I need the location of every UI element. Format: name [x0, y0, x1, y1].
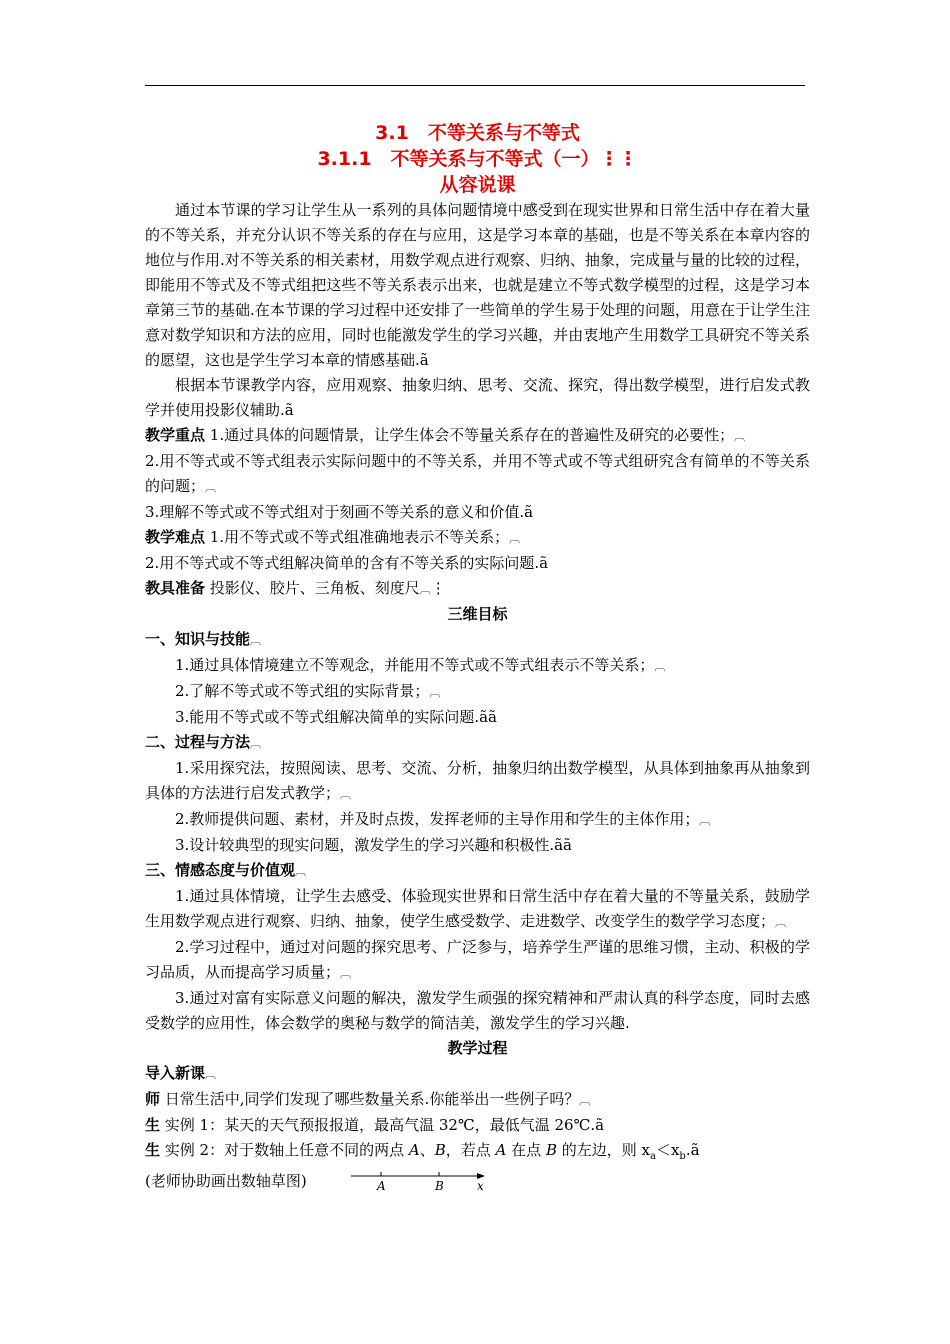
break-mark: ︹ — [205, 1068, 217, 1081]
section-title: 3.1 不等关系与不等式 — [375, 122, 580, 144]
break-mark: ︹ — [579, 1094, 591, 1107]
axis-x-label: x — [476, 1179, 484, 1193]
goal-section-2-title: 二、过程与方法︹ — [145, 733, 262, 751]
part-title: 从容说课 — [439, 174, 516, 196]
goal-2-item-3: 3.设计较典型的现实问题，激发学生的学习兴趣和积极性.ãã — [175, 836, 572, 854]
break-mark: ︹ — [775, 916, 787, 929]
student-label: 生 — [145, 1116, 161, 1134]
teacher-line: 师 日常生活中,同学们发现了哪些数量关系.你能举出一些例子吗？︹ — [145, 1090, 591, 1108]
break-mark: ︹ — [699, 814, 711, 827]
difficulty-line-1: 教学难点 1.用不等式或不等式组准确地表示不等关系；︹ — [145, 528, 521, 546]
goal-3-item-1: 1.通过具体情境，让学生去感受、体验现实世界和日常生活中存在着大量的不等量关系，鼓励学生用数学观点进行观察、归纳、抽象，使学生感受数学、走进数学、改变学生的数学学习态度；︹ — [145, 887, 810, 930]
top-rule — [145, 85, 805, 86]
student-line-1: 生 实例 1：某天的天气预报报道，最高气温 32℃，最低气温 26℃.ã — [145, 1116, 605, 1134]
goal-3-item-2: 2.学习过程中，通过对问题的探究思考、广泛参与，培养学生严谨的思维习惯，主动、积极的学习品质，从而提高学习质量；︹ — [145, 938, 810, 981]
tools-label: 教具准备 — [145, 579, 206, 597]
difficulty-line-2: 2.用不等式或不等式组解决简单的含有不等关系的实际问题.ã — [145, 554, 549, 572]
goal-1-item-2: 2.了解不等式或不等式组的实际背景；︹ — [175, 682, 441, 700]
goal-1-item-1: 1.通过具体情境建立不等观念，并能用不等式或不等式组表示不等关系；︹ — [175, 656, 666, 674]
process-heading: 教学过程 — [447, 1039, 508, 1057]
focus-label: 教学重点 — [145, 426, 206, 444]
break-mark: ︹ — [340, 788, 352, 801]
note-line — [145, 1169, 810, 1194]
break-mark: ︹ — [205, 481, 217, 494]
goal-3-item-3: 3.通过对富有实际意义问题的解决，激发学生顽强的探究精神和严肃认真的科学态度，同时去感受数学的应用性，体会数学的奥秘与数学的简洁美，激发学生的学习兴趣. — [145, 989, 810, 1032]
focus-line-1: 教学重点 1.通过具体的问题情景，让学生体会不等量关系存在的普遍性及研究的必要性；︹ — [145, 426, 746, 444]
student-line-2: 生 实例 2：对于数轴上任意不同的两点 A、B，若点 A 在点 B 的左边，则 $x_a<x_b.ã$ — [145, 1141, 700, 1162]
break-mark: ︹ — [250, 634, 262, 647]
goals-heading: 三维目标 — [447, 605, 508, 623]
goal-1-item-3: 3.能用不等式或不等式组解决简单的实际问题.ãã — [175, 708, 497, 726]
break-mark: ︹ — [734, 430, 746, 443]
break-mark: ︹ — [250, 737, 262, 750]
intro-paragraph-2: 根据本节课教学内容，应用观察、抽象归纳、思考、交流、探究，得出数学模型，进行启发式教学并使用投影仪辅助.ã — [145, 376, 810, 419]
goal-2-item-1: 1.采用探究法，按照阅读、思考、交流、分析，抽象归纳出数学模型，从具体到抽象再从抽象到具体的方法进行启发式教学；︹ — [145, 759, 810, 802]
focus-line-3: 3.理解不等式或不等式组对于刻画不等关系的意义和价值.ã — [145, 503, 534, 521]
student-label: 生 — [145, 1141, 161, 1159]
break-mark: ︹ — [295, 865, 307, 878]
goal-section-1-title: 一、知识与技能︹ — [145, 630, 262, 648]
subsection-title: 3.1.1 不等关系与不等式（一）⋮⋮ — [317, 148, 638, 170]
intro-paragraph-1: 通过本节课的学习让学生从一系列的具体问题情境中感受到在现实世界和日常生活中存在着大量的不等关系，并充分认识不等关系的存在与应用，这是学习本章的基础，也是不等关系在本章内容的地位与作用.对不等关系的相关素材，用数学观点进行观察、归纳、抽象，完成量与量的比较的过程，即能用不等式及不等式组把这些不等关系表示出来，也就是建立不等式数学模型的过程，这是学习本章第三节的基础.在本节课的学习过程中还安排了一些简单的学生易于处理的问题，用意在于让学生注意对数学知识和方法的应用，同时也能激发学生的学习兴趣，并由衷地产生用数学工具研究不等关系的愿望，这也是学生学习本章的情感基础.ã — [145, 201, 810, 369]
point-a-label: A — [376, 1179, 386, 1193]
number-line-diagram — [351, 1171, 491, 1193]
break-mark: ︹ — [654, 660, 666, 673]
tools-line: 教具准备 投影仪、胶片、三角板、刻度尺︹⋮ — [145, 579, 446, 597]
break-mark: ︹ — [419, 583, 431, 596]
focus-line-2: 2.用不等式或不等式组表示实际问题中的不等关系，并用不等式或不等式组研究含有简单的不等关系的问题；︹ — [145, 452, 810, 495]
break-mark: ︹ — [340, 967, 352, 980]
goal-section-3-title: 三、情感态度与价值观︹ — [145, 861, 307, 879]
teacher-note: (老师协助画出数轴草图) — [145, 1172, 307, 1190]
difficulty-label: 教学难点 — [145, 528, 206, 546]
teacher-label: 师 — [145, 1090, 161, 1108]
intro-new-lesson: 导入新课︹ — [145, 1064, 217, 1082]
goal-2-item-2: 2.教师提供问题、素材，并及时点拨，发挥老师的主导作用和学生的主体作用；︹ — [175, 810, 711, 828]
point-b-label: B — [434, 1179, 444, 1193]
break-mark: ︹ — [429, 686, 441, 699]
break-mark: ︹ — [509, 532, 521, 545]
document-page — [145, 120, 810, 1194]
